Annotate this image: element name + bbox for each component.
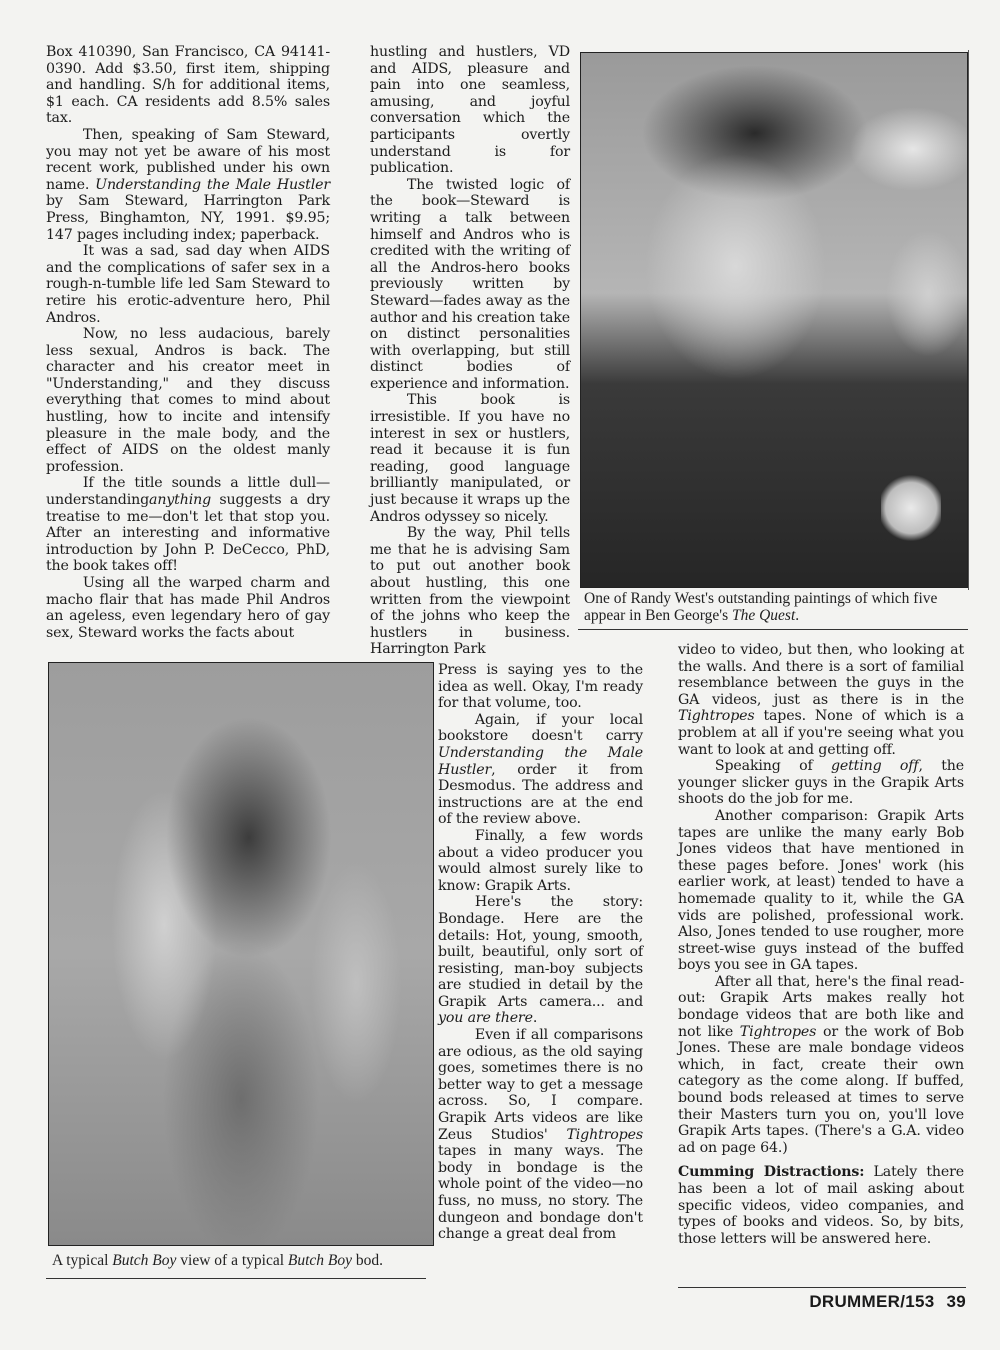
paragraph-twisted-logic: The twisted logic of the book—Steward is writing a talk between himself and Andros who is credited with the writing of all the Andros-hero books previously written by Steward—fades away as the author and his creation take on distinct personalities with overlapping, but still distinct bodies of experience and information. [370,176,570,392]
paragraph-title-dull: If the title sounds a little dull—understandinganything suggests a dry treatise to me—don't let that stop you. After an interesting and informative introduction by John P. DeCecco, PhD, the book takes off! [46,475,330,575]
paragraph-warped-charm: Using all the warped charm and macho flair that has made Phil Andros an ageless, even legendary hero of gay sex, Steward works the facts about [46,575,330,641]
paragraph-comparisons: Even if all comparisons are odious, as the old saying goes, sometimes there is no better way to get a message across. So, I compare. Grapik Arts videos are like Zeus Studios' Tightropes tapes in many ways. The body in bondage is the whole point of the video—no fuss, no muss, no story. The dungeon and bondage don't change a great deal from [438,1027,643,1243]
page-footer [809,1292,966,1312]
paragraph-final-readout: After all that, here's the final read-out: Grapik Arts makes really hot bondage videos that are both like and not like Tightropes or the work of Bob Jones. These are male bondage videos which, in fact, create their own category as the come along. If buffed, bound bods released at times to serve their Masters turn you on, you'll love Grapik Arts tapes. (There's a G.A. video ad on page 64.) [678,973,964,1156]
paragraph-video-to-video: video to video, but then, who looking at the walls. And there is a sort of familial resemblance between the guys in the GA videos, just as there is in the Tightropes tapes. None of which is a problem at all if you're seeing what you want to look at and getting off. [678,642,964,758]
paragraph-press-yes: Press is saying yes to the idea as well. Okay, I'm ready for that volume, too. [438,662,643,712]
paragraph-sam-steward-intro: Then, speaking of Sam Steward, you may not yet be aware of his most recent work, published under his own name. Understanding the Male Hustler by Sam Steward, Harrington Park Press, Binghamton, NY, 1991. $9.95; 147 pages including index; paperback. [46,126,330,243]
book-title: Understanding the Male Hustler [95,176,330,193]
article-column-2 [370,44,570,658]
publication-issue: DRUMMER/153 [809,1292,935,1311]
portrait-photo [580,52,968,588]
paragraph-again: Again, if your local bookstore doesn't carry Understanding the Male Hustler, order it from Desmodus. The address and instructions are at the end of the review above. [438,711,643,828]
article-column-2-lower [438,662,643,1243]
paragraph-andros-back: Now, no less audacious, barely less sexual, Andros is back. The character and his creator meet in "Understanding," and they discuss everything that comes to mind about hustling, how to incite and intensify pleasure in the male body, and the effect of AIDS on the oldest manly profession. [46,326,330,475]
paragraph-ordering-info: Box 410390, San Francisco, CA 94141-0390. Add $3.50, first item, shipping and handling. S/h for additional items, $1 each. CA residents add 8.5% sales tax. [46,44,330,127]
photo-border-shadow [968,50,969,590]
caption-rule [578,629,968,630]
photo-caption-2: A typical Butch Boy view of a typical Butch Boy bod. [52,1252,384,1269]
paragraph-cumming-distractions: Cumming Distractions: Lately there has been a lot of mail asking about specific videos, video companies, and types of books and videos. So, by bits, those letters will be answered here. [678,1164,965,1247]
bodybuilder-photo [48,662,434,1246]
paragraph-sad-day: It was a sad, sad day when AIDS and the complications of safer sex in a rough-n-tumble life led Sam Steward to retire his erotic-adventure hero, Phil Andros. [46,243,330,326]
paragraph-story: Here's the story: Bondage. Here are the details: Hot, young, smooth, built, beautiful, only sort of resisting, man-boy subjects are studied in detail by the Grapik Arts camera... and you are there. [438,894,643,1027]
caption-rule [46,1278,426,1279]
paragraph-another-comparison: Another comparison: Grapik Arts tapes are unlike the many early Bob Jones videos that have mentioned in these pages before. Jones' work (his earlier work, at least) tended to have a homemade quality to it, while the GA vids are polished, professional work. Also, Jones tended to use rougher, more street-wise guys instead of the buffed boys you see in GA tapes. [678,807,964,974]
paragraph-by-the-way: By the way, Phil tells me that he is advising Sam to put out another book about hustling, this one written from the viewpoint of the johns who keep the hustlers in business. Harrington Park [370,525,570,658]
photo-caption-1: One of Randy West's outstanding paintings of which five appear in Ben George's The Quest. [584,590,938,624]
paragraph-finally: Finally, a few words about a video producer you would almost surely like to know: Grapik Arts. [438,827,643,894]
article-column-1 [46,44,330,641]
page-number: 39 [946,1292,966,1311]
paragraph-continued: hustling and hustlers, VD and AIDS, pleasure and pain into one seamless, amusing, and joyful conversation which the participants overtly understand is for publication. [370,44,570,177]
paragraph-getting-off: Speaking of getting off, the younger slicker guys in the Grapik Arts shoots do the job for me. [678,758,964,808]
footer-rule [678,1287,966,1288]
badge-highlight [881,473,941,543]
section-heading: Cumming Distractions: [678,1164,865,1181]
article-column-3 [678,642,964,1247]
paragraph-irresistible: This book is irresistible. If you have no interest in sex or hustlers, read it because it is fun reading, good language brilliantly manipulated, or just because it wraps up the Andros odyssey so nicely. [370,392,570,525]
